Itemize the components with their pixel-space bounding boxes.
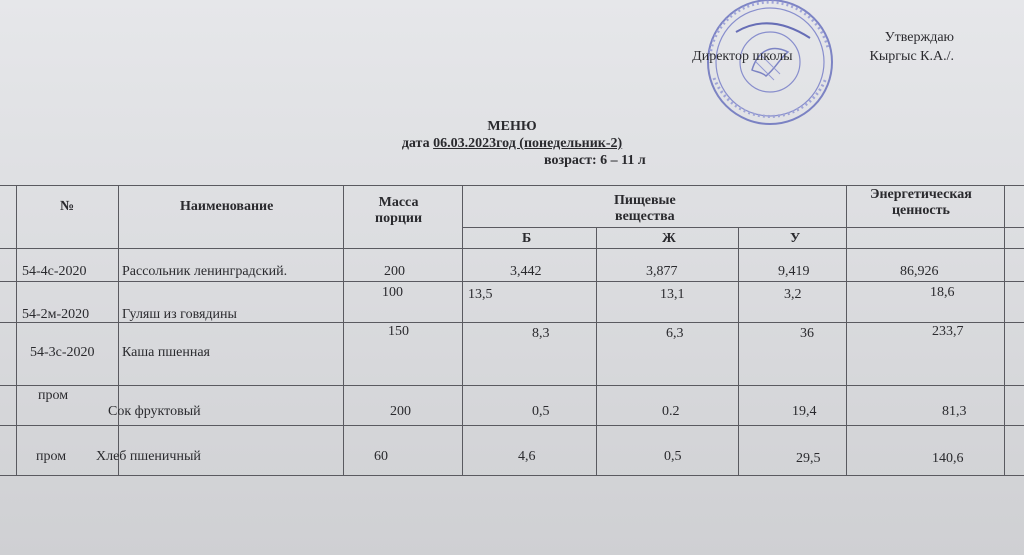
age-label: возраст: 6 – 11 л: [544, 153, 646, 168]
row-b: 4,6: [518, 449, 536, 464]
row-zh: 0,5: [664, 449, 682, 464]
row-energy: 86,926: [900, 264, 939, 279]
menu-title: МЕНЮ: [487, 119, 537, 134]
header-nutrients-line2: вещества: [615, 209, 675, 224]
header-b: Б: [522, 231, 532, 246]
table-subheader-line: [462, 227, 1024, 228]
row-zh: 3,877: [646, 264, 678, 279]
row-b: 13,5: [468, 287, 493, 302]
row-name: Рассольник ленинградский.: [122, 264, 288, 279]
header-mass: [375, 195, 422, 227]
row-u: 29,5: [796, 451, 821, 466]
row-name: Хлеб пшеничный: [96, 449, 201, 464]
date-prefix: дата: [401, 136, 430, 151]
approved-label: Утверждаю: [884, 30, 954, 45]
table-border-bottom: [0, 475, 1024, 476]
row-code: пром: [36, 449, 67, 464]
row-energy: 233,7: [932, 324, 964, 339]
header-energy: [870, 187, 972, 219]
row-zh: 6,3: [666, 326, 684, 341]
row-u: 36: [800, 326, 814, 341]
header-energy-line1: Энергетическая: [870, 187, 972, 202]
header-nutrients: [614, 193, 676, 225]
director-name: Кыргыс К.А./.: [869, 49, 954, 64]
row-mass: 100: [382, 285, 403, 300]
row-name: Сок фруктовый: [108, 404, 201, 419]
row-mass: 200: [384, 264, 405, 279]
row-name: Каша пшенная: [122, 345, 210, 360]
row-u: 19,4: [792, 404, 817, 419]
table-row-divider: [0, 425, 1024, 426]
table-col-border: [343, 185, 344, 475]
header-num: №: [60, 199, 75, 214]
menu-date: [0, 135, 1024, 152]
table-col-border: [738, 227, 739, 475]
header-name: Наименование: [180, 199, 274, 214]
row-name: Гуляш из говядины: [122, 307, 237, 322]
menu-header: [0, 118, 1024, 152]
row-zh: 13,1: [660, 287, 685, 302]
row-code: 54-3с-2020: [30, 345, 95, 360]
row-b: 3,442: [510, 264, 542, 279]
table-col-border: [596, 227, 597, 475]
header-mass-line2: порции: [375, 211, 423, 226]
table-col-border: [462, 185, 463, 475]
row-code: 54-4с-2020: [22, 264, 87, 279]
row-energy: 140,6: [932, 451, 964, 466]
header-zh: Ж: [662, 231, 676, 246]
row-u: 3,2: [784, 287, 802, 302]
header-mass-line1: Масса: [378, 195, 419, 210]
school-seal-stamp: [700, 0, 840, 132]
row-code: 54-2м-2020: [22, 307, 90, 322]
header-energy-line2: ценность: [891, 203, 950, 218]
director-line: [692, 47, 954, 66]
row-energy: 81,3: [942, 404, 967, 419]
director-label: Директор школы: [692, 49, 793, 64]
table-col-border: [16, 185, 17, 475]
row-mass: 200: [390, 404, 411, 419]
row-zh: 0.2: [662, 404, 680, 419]
table-header-bottom: [0, 248, 1024, 249]
row-u: 9,419: [778, 264, 810, 279]
table-col-border: [118, 185, 119, 475]
header-u: У: [790, 231, 801, 246]
row-b: 8,3: [532, 326, 550, 341]
row-code: пром: [38, 388, 69, 403]
table-col-border: [1004, 185, 1005, 475]
table-row-divider: [0, 281, 1024, 282]
table-row-divider: [0, 385, 1024, 386]
row-energy: 18,6: [930, 285, 955, 300]
header-nutrients-line1: Пищевые: [614, 193, 676, 208]
approval-block: [692, 28, 954, 66]
row-b: 0,5: [532, 404, 550, 419]
menu-table: [0, 185, 1024, 485]
date-value: 06.03.2023год (понедельник-2): [433, 136, 623, 151]
row-mass: 150: [388, 324, 409, 339]
row-mass: 60: [374, 449, 388, 464]
table-border-top: [0, 185, 1024, 186]
table-col-border: [846, 185, 847, 475]
